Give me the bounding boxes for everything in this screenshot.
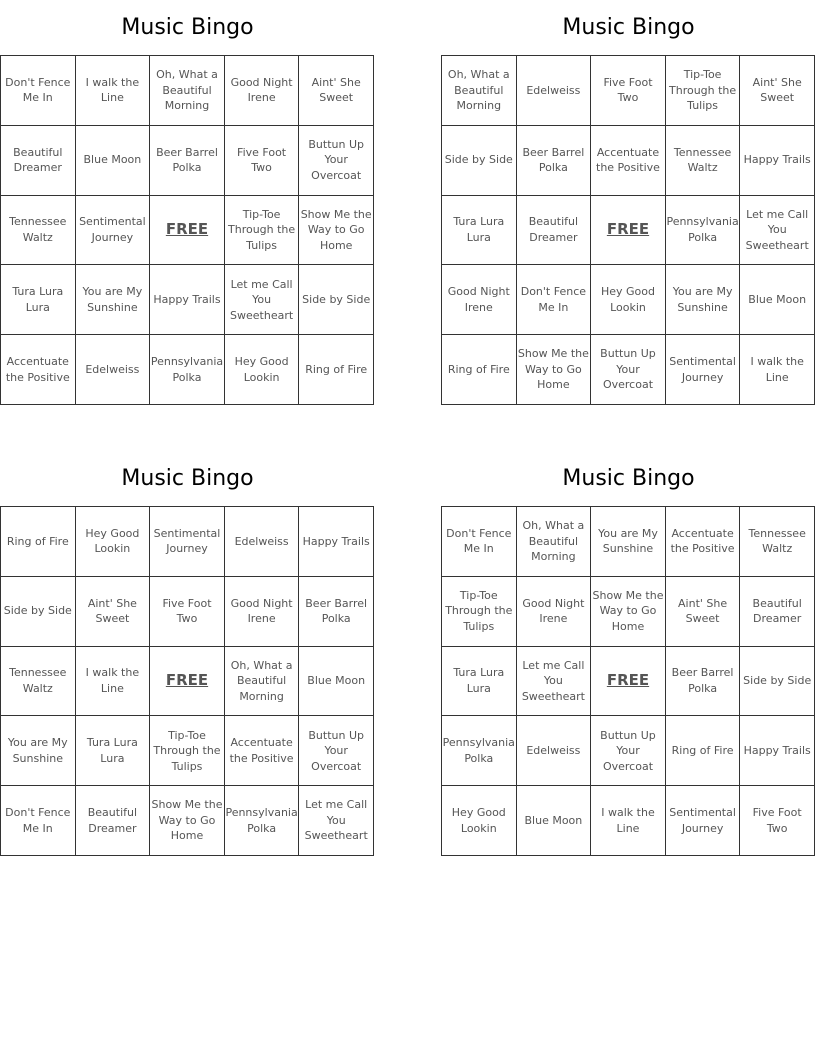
bingo-cell: Side by Side	[740, 647, 815, 717]
bingo-cell: Blue Moon	[76, 126, 151, 196]
bingo-cell: Let me Call You Sweetheart	[517, 647, 592, 717]
bingo-cell: Don't Fence Me In	[442, 507, 517, 577]
bingo-cell: Aint' She Sweet	[666, 577, 741, 647]
bingo-cell: Aint' She Sweet	[299, 56, 374, 126]
free-space-cell: FREE	[591, 647, 666, 717]
bingo-cell: Edelweiss	[517, 56, 592, 126]
bingo-cell: Don't Fence Me In	[1, 56, 76, 126]
bingo-cell: Accentuate the Positive	[666, 507, 741, 577]
bingo-cell: Aint' She Sweet	[740, 56, 815, 126]
bingo-cell: Let me Call You Sweetheart	[299, 786, 374, 856]
bingo-grid	[441, 506, 815, 856]
bingo-cell: Happy Trails	[150, 265, 225, 335]
bingo-cell: Tura Lura Lura	[76, 716, 151, 786]
bingo-cell: Happy Trails	[740, 126, 815, 196]
bingo-cell: Oh, What a Beautiful Morning	[517, 507, 592, 577]
bingo-cell: Five Foot Two	[740, 786, 815, 856]
bingo-cell: Beer Barrel Polka	[150, 126, 225, 196]
bingo-cell: Oh, What a Beautiful Morning	[225, 647, 300, 717]
bingo-cell: Happy Trails	[740, 716, 815, 786]
bingo-grid	[0, 506, 374, 856]
bingo-cell: Tennessee Waltz	[666, 126, 741, 196]
bingo-cell: Beer Barrel Polka	[517, 126, 592, 196]
bingo-cell: Show Me the Way to Go Home	[299, 196, 374, 266]
bingo-cell: You are My Sunshine	[666, 265, 741, 335]
bingo-cell: Happy Trails	[299, 507, 374, 577]
bingo-cell: Aint' She Sweet	[76, 577, 151, 647]
bingo-cell: Blue Moon	[299, 647, 374, 717]
bingo-cell: Let me Call You Sweetheart	[740, 196, 815, 266]
bingo-cell: Edelweiss	[517, 716, 592, 786]
bingo-cell: Five Foot Two	[225, 126, 300, 196]
bingo-cell: Five Foot Two	[591, 56, 666, 126]
bingo-cell: Hey Good Lookin	[591, 265, 666, 335]
bingo-cell: Blue Moon	[740, 265, 815, 335]
bingo-grid	[0, 55, 374, 405]
bingo-cell: Tura Lura Lura	[1, 265, 76, 335]
bingo-cell: Accentuate the Positive	[1, 335, 76, 405]
bingo-cell: Good Night Irene	[225, 577, 300, 647]
bingo-cell: I walk the Line	[591, 786, 666, 856]
bingo-cell: Show Me the Way to Go Home	[591, 577, 666, 647]
bingo-cell: Tennessee Waltz	[740, 507, 815, 577]
bingo-cell: Oh, What a Beautiful Morning	[150, 56, 225, 126]
bingo-cell: Accentuate the Positive	[591, 126, 666, 196]
bingo-cell: Sentimental Journey	[666, 786, 741, 856]
bingo-cell: You are My Sunshine	[76, 265, 151, 335]
bingo-cell: Show Me the Way to Go Home	[517, 335, 592, 405]
bingo-cell: Beer Barrel Polka	[299, 577, 374, 647]
bingo-card-3	[0, 451, 375, 843]
bingo-cell: Tennessee Waltz	[1, 196, 76, 266]
bingo-cell: Sentimental Journey	[150, 507, 225, 577]
bingo-cell: Buttun Up Your Overcoat	[299, 716, 374, 786]
bingo-cell: Edelweiss	[76, 335, 151, 405]
bingo-cell: Five Foot Two	[150, 577, 225, 647]
bingo-cell: Tura Lura Lura	[442, 647, 517, 717]
bingo-cell: Pennsylvania Polka	[225, 786, 300, 856]
bingo-cell: Beautiful Dreamer	[1, 126, 76, 196]
bingo-cell: Hey Good Lookin	[76, 507, 151, 577]
bingo-cell: Don't Fence Me In	[517, 265, 592, 335]
bingo-cell: Side by Side	[442, 126, 517, 196]
bingo-cell: Good Night Irene	[517, 577, 592, 647]
free-space-cell: FREE	[150, 196, 225, 266]
bingo-cell: Ring of Fire	[442, 335, 517, 405]
card-title: Music Bingo	[562, 15, 695, 40]
bingo-cell: Sentimental Journey	[666, 335, 741, 405]
bingo-cell: Tennessee Waltz	[1, 647, 76, 717]
bingo-cell: Edelweiss	[225, 507, 300, 577]
bingo-cell: I walk the Line	[740, 335, 815, 405]
bingo-cell: Don't Fence Me In	[1, 786, 76, 856]
bingo-grid	[441, 55, 815, 405]
bingo-card-1	[0, 0, 375, 384]
bingo-cell: Buttun Up Your Overcoat	[591, 335, 666, 405]
bingo-cell: Pennsylvania Polka	[666, 196, 741, 266]
bingo-cell: Ring of Fire	[666, 716, 741, 786]
bingo-cell: Ring of Fire	[1, 507, 76, 577]
bingo-cell: Show Me the Way to Go Home	[150, 786, 225, 856]
bingo-card-4	[441, 451, 816, 835]
bingo-cell: I walk the Line	[76, 647, 151, 717]
bingo-cell: Blue Moon	[517, 786, 592, 856]
card-title: Music Bingo	[562, 466, 695, 491]
bingo-cell: Tip-Toe Through the Tulips	[225, 196, 300, 266]
bingo-cell: You are My Sunshine	[1, 716, 76, 786]
bingo-cell: You are My Sunshine	[591, 507, 666, 577]
bingo-cell: Side by Side	[299, 265, 374, 335]
bingo-cell: Pennsylvania Polka	[150, 335, 225, 405]
bingo-cell: Hey Good Lookin	[442, 786, 517, 856]
bingo-cell: Oh, What a Beautiful Morning	[442, 56, 517, 126]
card-title: Music Bingo	[121, 15, 254, 40]
bingo-cell: Tip-Toe Through the Tulips	[666, 56, 741, 126]
bingo-cell: Ring of Fire	[299, 335, 374, 405]
bingo-cell: Accentuate the Positive	[225, 716, 300, 786]
bingo-cell: Buttun Up Your Overcoat	[591, 716, 666, 786]
bingo-cell: Beautiful Dreamer	[517, 196, 592, 266]
bingo-cell: Good Night Irene	[442, 265, 517, 335]
free-space-cell: FREE	[150, 647, 225, 717]
card-title: Music Bingo	[121, 466, 254, 491]
bingo-cell: Hey Good Lookin	[225, 335, 300, 405]
bingo-cell: I walk the Line	[76, 56, 151, 126]
bingo-cell: Buttun Up Your Overcoat	[299, 126, 374, 196]
bingo-cell: Good Night Irene	[225, 56, 300, 126]
bingo-cell: Tura Lura Lura	[442, 196, 517, 266]
bingo-cell: Tip-Toe Through the Tulips	[442, 577, 517, 647]
bingo-card-2	[441, 0, 816, 392]
bingo-cell: Side by Side	[1, 577, 76, 647]
bingo-cell: Pennsylvania Polka	[442, 716, 517, 786]
bingo-cell: Tip-Toe Through the Tulips	[150, 716, 225, 786]
bingo-cell: Sentimental Journey	[76, 196, 151, 266]
bingo-cell: Beautiful Dreamer	[740, 577, 815, 647]
bingo-cell: Beer Barrel Polka	[666, 647, 741, 717]
bingo-cell: Let me Call You Sweetheart	[225, 265, 300, 335]
bingo-cell: Beautiful Dreamer	[76, 786, 151, 856]
free-space-cell: FREE	[591, 196, 666, 266]
